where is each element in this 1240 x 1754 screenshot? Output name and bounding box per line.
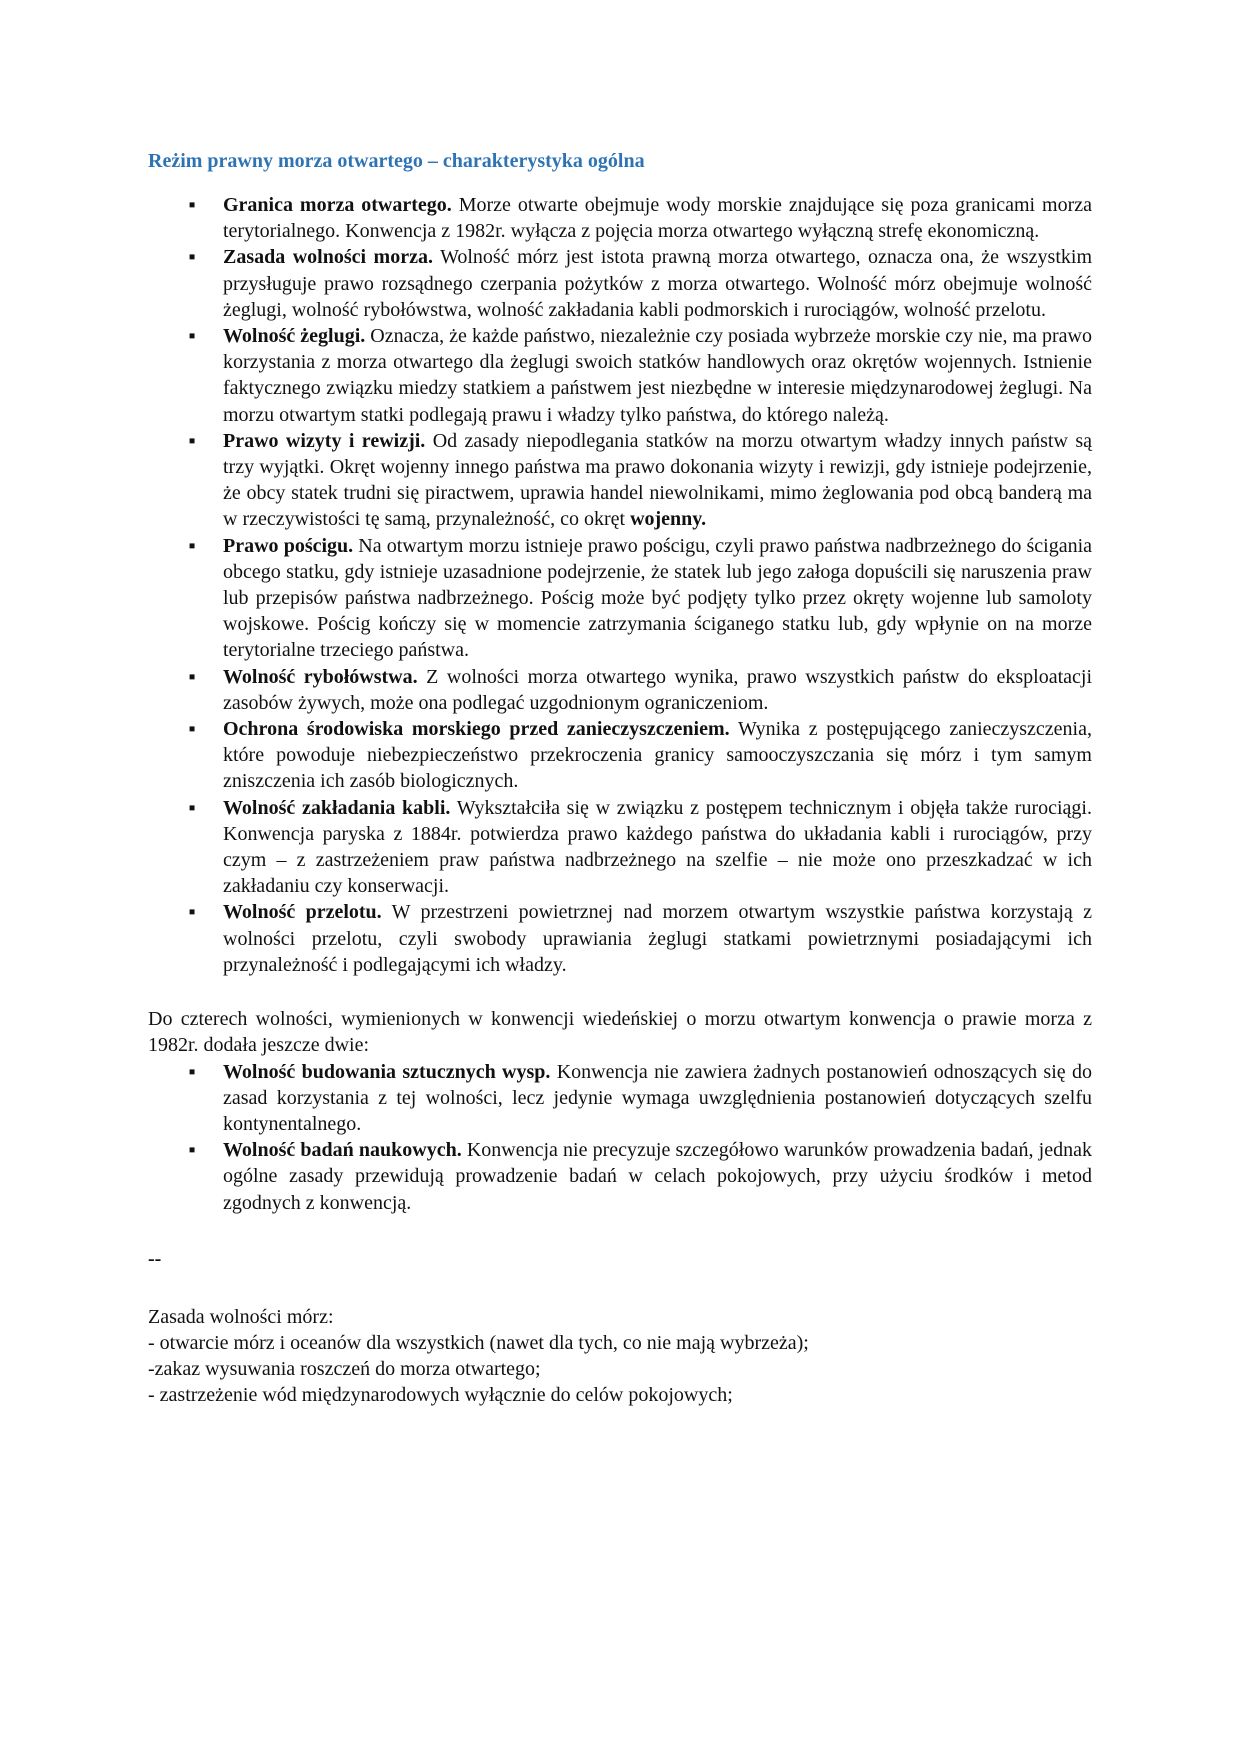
item-text: Od zasady niepodlegania statków na morzu otwartym władzy innych państw są trzy wyjątki. Okręt wojenny innego państwa ma prawo dokonania wizyty i rewizji, gdy istnieje podejrzenie, że obcy statek trudni się piractwem, uprawia handel niewolnikami, mimo żeglowania pod obcą banderą ma w rzeczywistości tę samą, przynależność, co okręt [223,429,1092,531]
item-tail: wojenny. [630,508,707,531]
spacer [148,978,1092,1006]
list-item [148,716,1092,795]
bullet-icon: ▪ [188,534,196,557]
closing-section [148,1304,1092,1409]
item-text: Oznacza, że każde państwo, niezależnie czy posiada wybrzeże morskie czy nie, ma prawo korzystania z morza otwartego dla żeglugi swoich statków handlowych oraz okrętów wojennych. Istnienie faktycznego związku miedzy statkiem a państwem jest niezbędne w interesie międzynarodowej żeglugi. Na morzu otwartym statki podlegają prawu i władzy tylko państwa, do którego należą. [223,325,1092,426]
item-text: W przestrzeni powietrznej nad morzem otwartym wszystkie państwa korzystają z wolności przelotu, czyli swobody uprawiania żeglugi statkami powietrznymi posiadającymi ich przynależność i podlegającymi ich władzy. [223,901,1092,976]
list-item [148,192,1092,244]
list-item [148,899,1092,978]
bullet-icon: ▪ [188,901,196,924]
list-item [148,244,1092,323]
item-heading: Zasada wolności morza. [223,246,433,269]
list-item [148,323,1092,428]
bullet-icon: ▪ [188,665,196,688]
item-heading: Ochrona środowiska morskiego przed zanieczyszczeniem. [223,718,730,741]
intro-paragraph: Do czterech wolności, wymienionych w konwencji wiedeńskiej o morzu otwartym konwencja o prawie morza z 1982r. dodała jeszcze dwie: [148,1008,1092,1057]
separator-dashes: -- [148,1247,162,1270]
item-text: Wynika z postępującego zanieczyszczenia, które powoduje niebezpieczeństwo przekroczenia granicy samooczyszczania się mórz i tym samym zniszczenia ich zasób biologicznych. [223,718,1092,793]
item-text: Na otwartym morzu istnieje prawo pościgu, czyli prawo państwa nadbrzeżnego do ścigania obcego statku, gdy istnieje uzasadnione podejrzenie, że statek lub jego załoga dopuścili się naruszenia praw lub przepisów państwa nadbrzeżnego. Pościg może być podjęty tylko przez okręty wojenne lub samoloty wojskowe. Pościg kończy się w momencie zatrzymania ściganego statku lub, gdy wpłynie on na morze terytorialne trzeciego państwa. [223,534,1092,662]
item-heading: Wolność przelotu. [223,901,382,924]
document-page [148,148,1092,1409]
item-text: Konwencja nie precyzuje szczegółowo warunków prowadzenia badań, jednak ogólne zasady przewidują prowadzenie badań w celach pokojowych, przy użyciu środków i metod zgodnych z konwencją. [223,1139,1092,1214]
list-item [148,533,1092,664]
item-heading: Wolność zakładania kabli. [223,796,451,819]
bullet-icon: ▪ [188,796,196,819]
item-text: Z wolności morza otwartego wynika, prawo wszystkich państw do eksploatacji zasobów żywych, może ona podlegać uzgodnionym ograniczeniom. [223,665,1092,714]
list-item [148,1059,1092,1138]
bullet-icon: ▪ [188,718,196,741]
closing-heading: Zasada wolności mórz: [148,1305,334,1328]
list-item [148,428,1092,533]
item-text: Konwencja nie zawiera żadnych postanowień odnoszących się do zasad korzystania z tej wolności, lecz jedynie wymaga uwzględnienia postanowień dotyczących szelfu kontynentalnego. [223,1060,1092,1135]
item-text: Wykształciła się w związku z postępem technicznym i objęła także rurociągi. Konwencja paryska z 1884r. potwierdza prawo każdego państwa do układania kabli i rurociągów, przy czym – z zastrzeżeniem praw państwa nadbrzeżnego na szelfie – nie może ono przeszkadzać w ich zakładaniu czy konserwacji. [223,796,1092,898]
closing-line: -zakaz wysuwania roszczeń do morza otwartego; [148,1358,541,1381]
list-item [148,664,1092,716]
item-heading: Wolność żeglugi. [223,325,366,348]
bullet-icon: ▪ [188,194,196,216]
bullet-icon: ▪ [188,246,196,269]
item-text: Wolność mórz jest istota prawną morza otwartego, oznacza ona, że wszystkim przysługuje prawo rozsądnego czerpania pożytków z morza otwartego. Wolność mórz obejmuje wolność żeglugi, wolność rybołówstwa, wolność zakładania kabli podmorskich i rurociągów, wolność przelotu. [223,246,1092,321]
closing-line: - otwarcie mórz i oceanów dla wszystkich (nawet dla tych, co nie mają wybrzeża); [148,1331,809,1354]
bullet-icon: ▪ [188,429,196,452]
item-heading: Granica morza otwartego. [223,194,452,216]
item-heading: Wolność budowania sztucznych wysp. [223,1060,551,1083]
item-heading: Prawo wizyty i rewizji. [223,429,426,452]
bullet-icon: ▪ [188,1060,196,1083]
list-item [148,1137,1092,1216]
list-item [148,795,1092,900]
freedoms-list [148,192,1092,978]
item-heading: Wolność badań naukowych. [223,1139,462,1162]
bullet-icon: ▪ [188,1139,196,1162]
item-text: Morze otwarte obejmuje wody morskie znajdujące się poza granicami morza terytorialnego. Konwencja z 1982r. wyłącza z pojęcia morza otwartego wyłączną strefę ekonomiczną. [223,194,1093,243]
additional-freedoms-list [148,1059,1092,1216]
item-heading: Prawo pościgu. [223,534,354,557]
item-heading: Wolność rybołówstwa. [223,665,418,688]
bullet-icon: ▪ [188,325,196,348]
document-title: Reżim prawny morza otwartego – charakterystyka ogólna [148,150,645,172]
closing-line: - zastrzeżenie wód międzynarodowych wyłącznie do celów pokojowych; [148,1384,733,1407]
